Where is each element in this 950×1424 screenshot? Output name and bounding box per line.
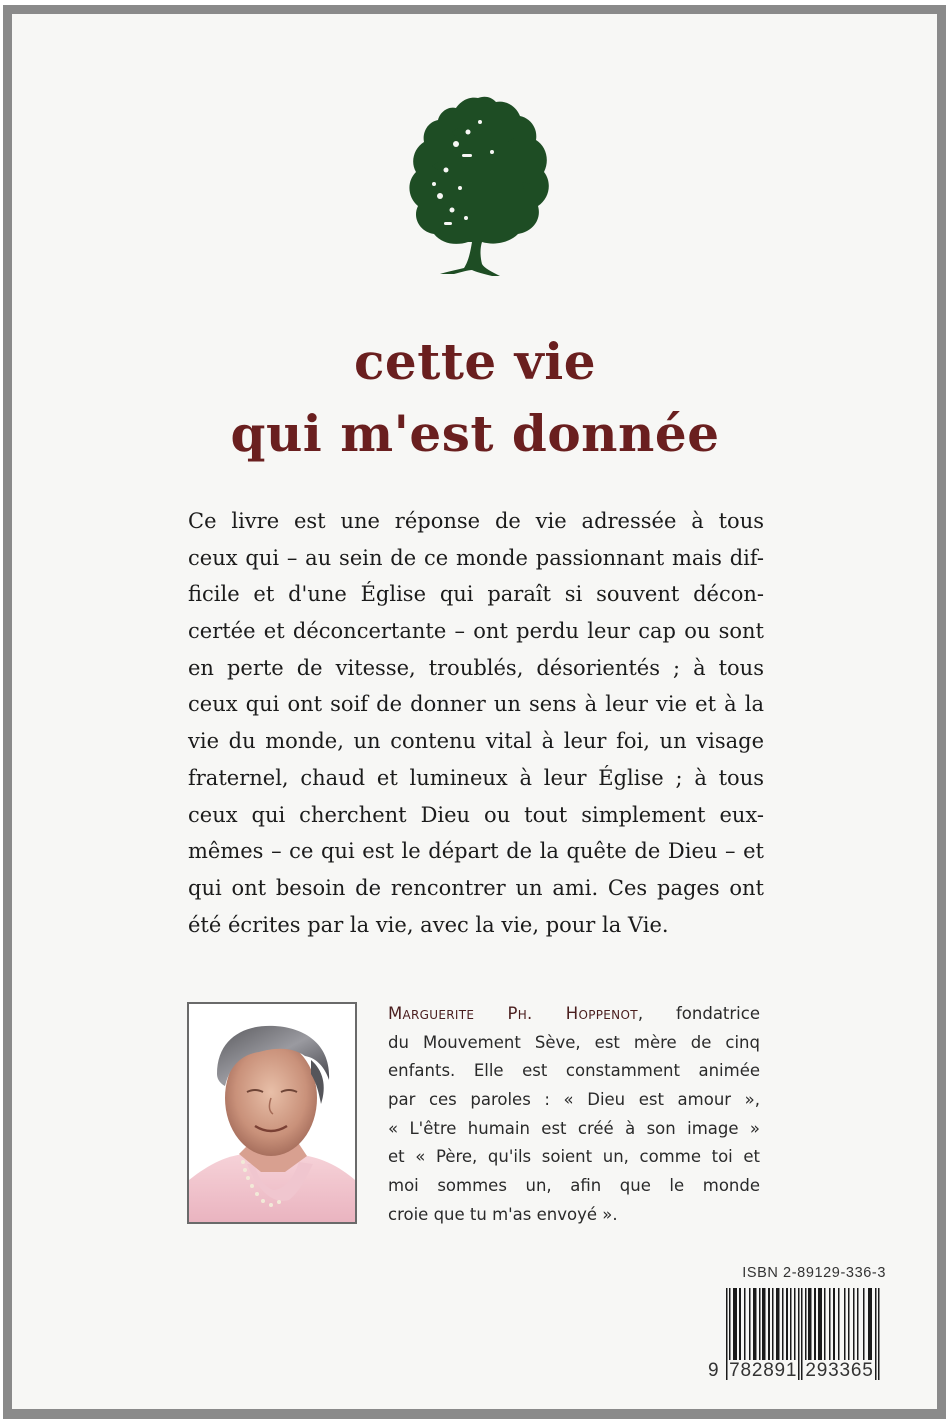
blurb-line: fraternel, chaud et lumineux à leur Église ; à tous	[188, 765, 764, 790]
bio-line	[388, 1000, 760, 1029]
barcode-digit-group-2: 293365	[805, 1360, 874, 1381]
bio-line: croie que tu m'as envoyé ».	[388, 1204, 618, 1224]
book-title-line-1: cette vie	[353, 332, 597, 391]
bio-line: « L'être humain est créé à son image »	[388, 1118, 760, 1138]
blurb-line: vie du monde, un contenu vital à leur foi, un visage	[188, 729, 764, 754]
tree-icon	[398, 92, 558, 278]
author-name: Marguerite Ph. Hoppenot	[388, 1004, 638, 1023]
bio-line: et « Père, qu'ils soient un, comme toi et	[388, 1147, 760, 1167]
barcode-digit-first: 9	[708, 1360, 720, 1381]
author-photo	[187, 1002, 357, 1224]
book-title-line-2: qui m'est donnée	[230, 404, 720, 463]
blurb-line: mêmes – ce qui est le départ de la quête de Dieu – et	[188, 839, 764, 864]
blurb-line: certée et déconcertante – ont perdu leur cap ou sont	[188, 619, 764, 644]
barcode-digit-group-1: 782891	[729, 1360, 798, 1381]
blurb-line: ficile et d'une Église qui paraît si souvent décon-	[188, 582, 764, 607]
isbn-label: ISBN 2-89129-336-3	[742, 1265, 886, 1281]
bio-line: moi sommes un, afin que le monde	[388, 1176, 760, 1196]
blurb-line: ceux qui ont soif de donner un sens à leur vie et à la	[188, 692, 764, 717]
blurb-line: été écrites par la vie, avec la vie, pour la Vie.	[188, 912, 669, 937]
blurb-line: ceux qui – au sein de ce monde passionnant mais dif-	[188, 545, 764, 570]
bio-line: du Mouvement Sève, est mère de cinq	[388, 1032, 760, 1052]
book-blurb	[188, 503, 764, 943]
blurb-line: Ce livre est une réponse de vie adressée à tous	[188, 509, 764, 533]
blurb-line: en perte de vitesse, troublés, désorientés ; à tous	[188, 655, 764, 680]
barcode-digits	[708, 1360, 888, 1382]
bio-line: enfants. Elle est constamment animée	[388, 1061, 760, 1081]
blurb-line: qui ont besoin de rencontrer un ami. Ces pages ont	[188, 875, 764, 900]
author-bio	[388, 1000, 760, 1230]
bio-line: par ces paroles : « Dieu est amour »,	[388, 1090, 760, 1110]
blurb-line: ceux qui cherchent Dieu ou tout simplement eux-	[188, 802, 764, 827]
author-portrait-icon	[189, 1004, 355, 1222]
bio-text: , fondatrice	[637, 1004, 760, 1023]
